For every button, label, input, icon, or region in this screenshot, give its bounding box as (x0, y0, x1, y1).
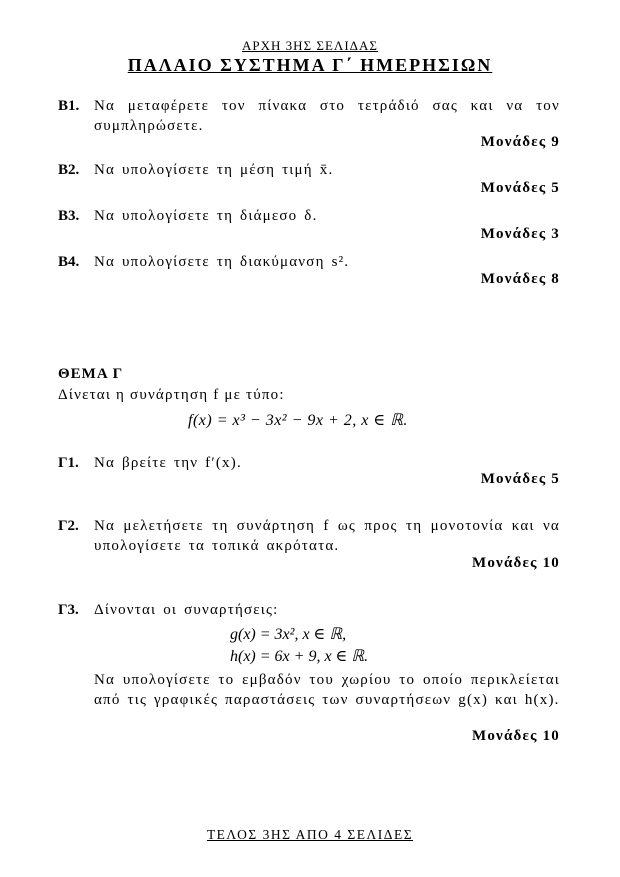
question-text: Να υπολογίσετε το εμβαδόν του χωρίου το οποίο περικλείεται από τις γραφικές παραστάσεις των συναρτήσεων g(x) και h(x). (94, 672, 560, 708)
question-c3 (58, 600, 560, 620)
question-c3-body (58, 670, 560, 710)
question-text: Να υπολογίσετε τη διακύμανση s². (94, 254, 350, 270)
question-text: Να υπολογίσετε τη μέση τιμή x̄. (94, 162, 334, 178)
question-text: Να βρείτε την f′(x). (94, 455, 242, 471)
marks-b1: Μονάδες 9 (480, 134, 560, 150)
marks-b4: Μονάδες 8 (480, 271, 560, 287)
question-c1 (58, 453, 560, 473)
marks-b2: Μονάδες 5 (480, 180, 560, 196)
question-c2 (58, 516, 560, 556)
question-number: Γ2. (58, 518, 79, 534)
function-formula: f(x) = x³ − 3x² − 9x + 2, x ∈ ℝ. (188, 412, 408, 429)
page-start-label: ΑΡΧΗ 3ΗΣ ΣΕΛΙΔΑΣ (242, 38, 378, 53)
question-b4 (58, 252, 560, 272)
question-text: Να υπολογίσετε τη διάμεσο δ. (94, 208, 318, 224)
question-number: Β3. (58, 208, 80, 224)
page-title: ΠΑΛΑΙΟ ΣΥΣΤΗΜΑ Γ΄ ΗΜΕΡΗΣΙΩΝ (127, 55, 493, 75)
question-text: Να μεταφέρετε τον πίνακα στο τετράδιό σας και να τον συμπληρώσετε. (94, 98, 560, 134)
section-intro: Δίνεται η συνάρτηση f με τύπο: (58, 387, 285, 403)
marks-c1: Μονάδες 5 (480, 471, 560, 487)
question-number: Γ1. (58, 455, 79, 471)
question-text: Δίνονται οι συναρτήσεις: (94, 602, 279, 618)
question-number: Β4. (58, 254, 80, 270)
question-b1 (58, 96, 560, 136)
equation-h: h(x) = 6x + 9, x ∈ ℝ. (230, 648, 369, 665)
section-title: ΘΕΜΑ Γ (58, 366, 124, 382)
marks-b3: Μονάδες 3 (480, 226, 560, 242)
marks-c3: Μονάδες 10 (471, 728, 560, 744)
page-footer: ΤΕΛΟΣ 3ΗΣ ΑΠΟ 4 ΣΕΛΙΔΕΣ (206, 827, 414, 842)
question-number: Γ3. (58, 602, 79, 618)
question-b3 (58, 206, 560, 226)
question-text: Να μελετήσετε τη συνάρτηση f ως προς τη μονοτονία και να υπολογίσετε τα τοπικά ακρότατα. (94, 518, 560, 554)
question-number: Β1. (58, 98, 80, 114)
marks-c2: Μονάδες 10 (471, 555, 560, 571)
question-b2 (58, 160, 560, 180)
equation-g: g(x) = 3x², x ∈ ℝ, (230, 626, 347, 643)
question-number: Β2. (58, 162, 80, 178)
